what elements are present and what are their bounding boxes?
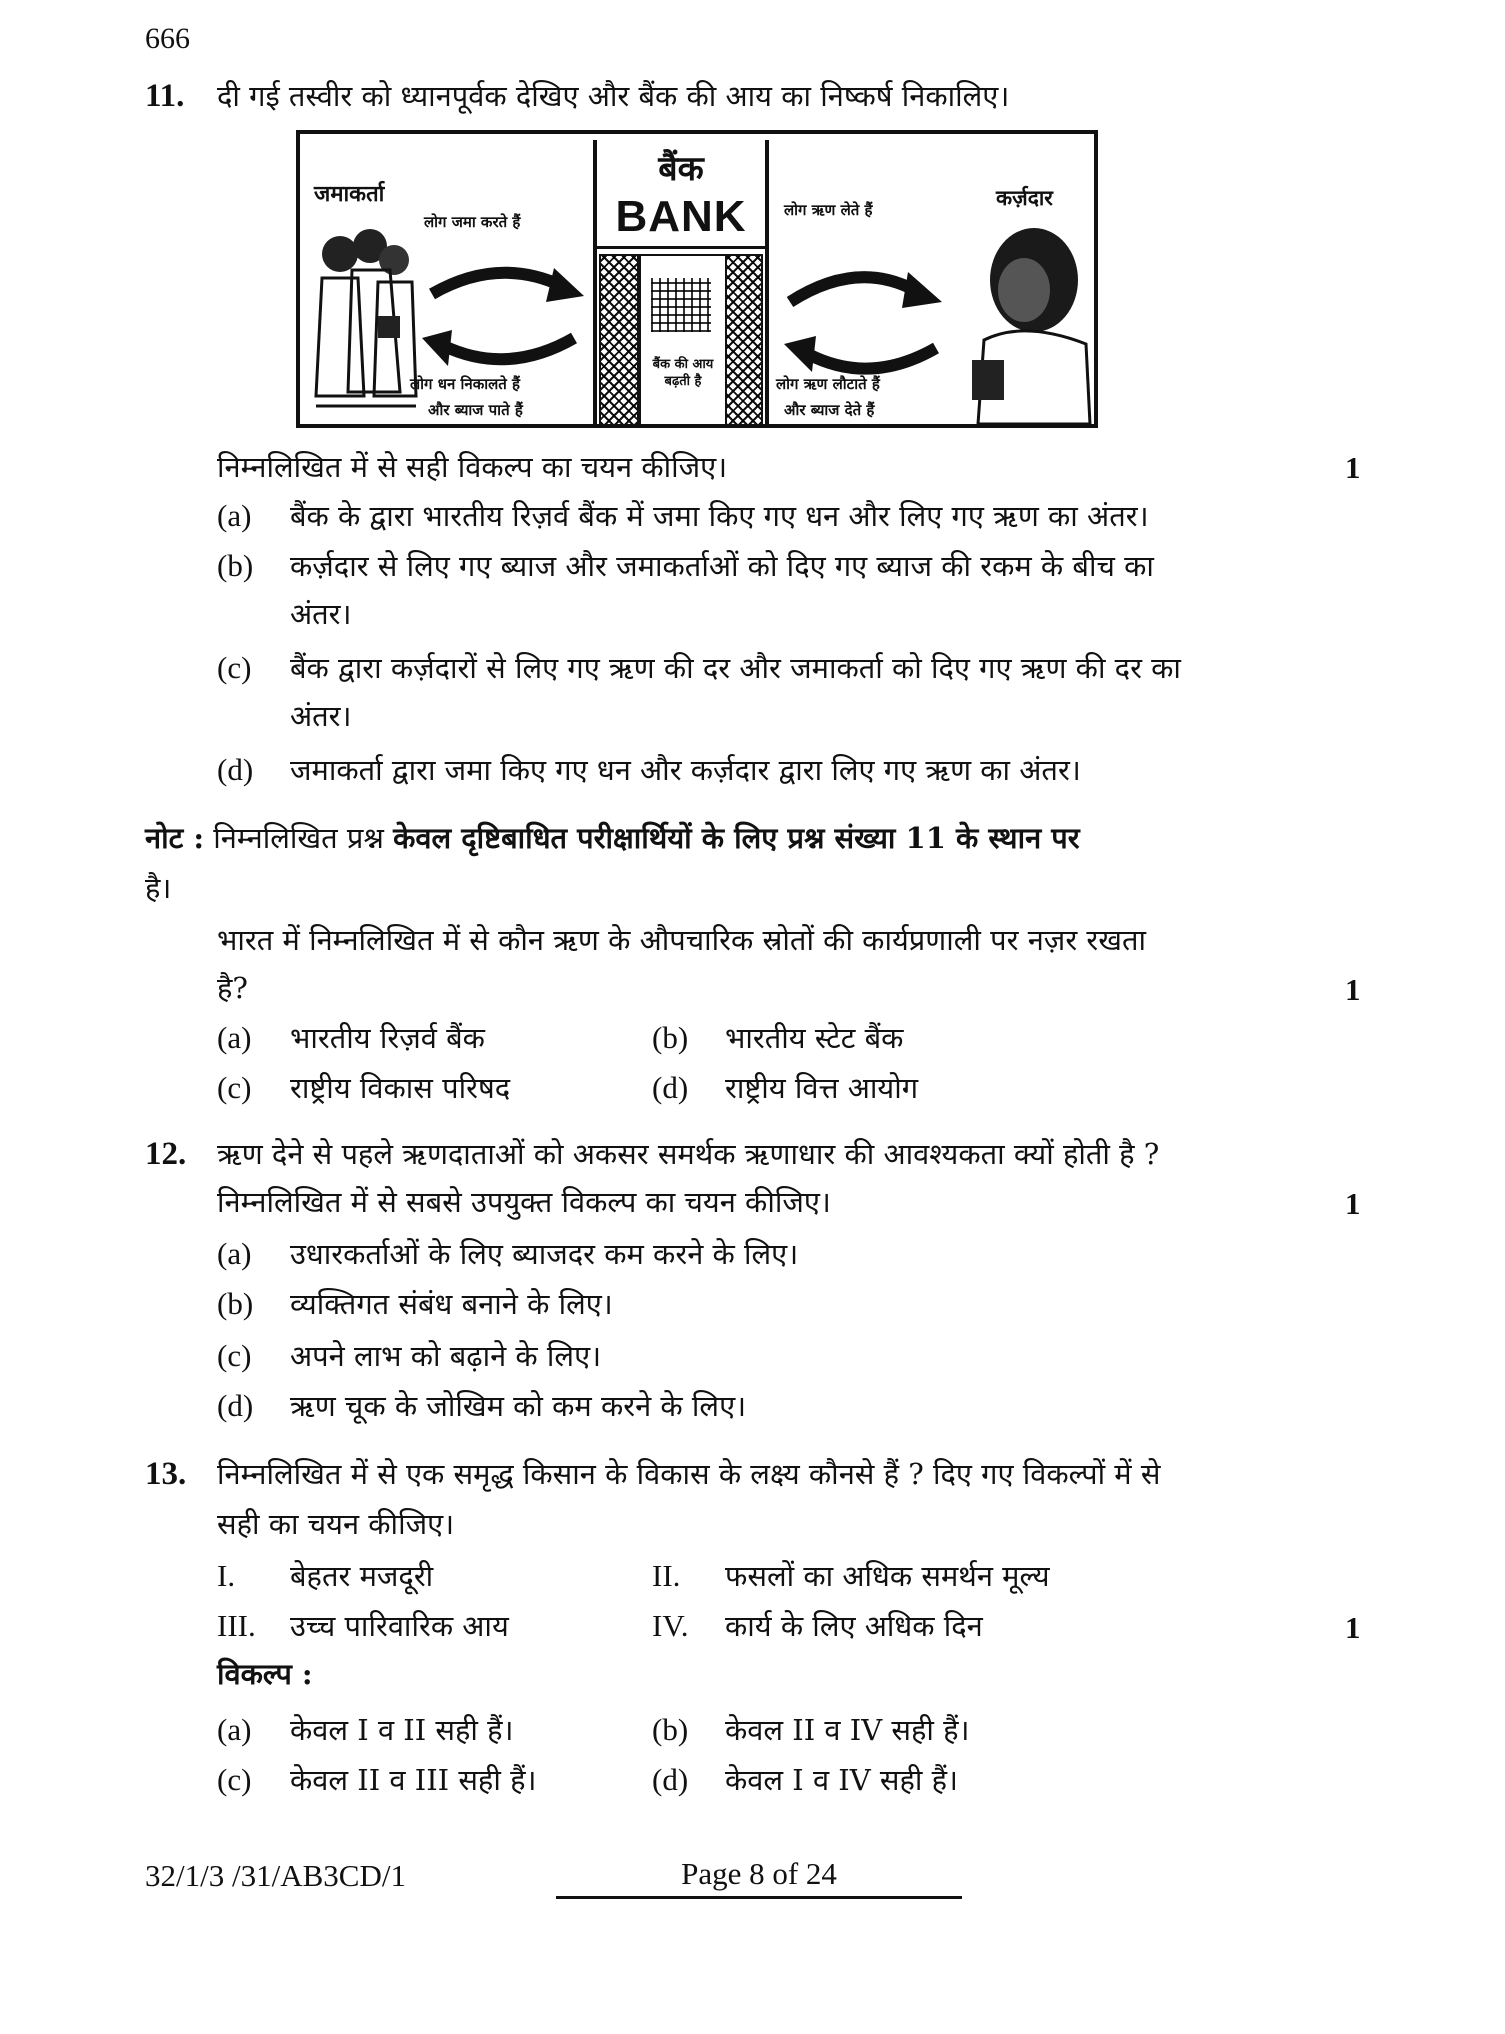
question-12-line-2: निम्नलिखित में से सबसे उपयुक्त विकल्प का चयन कीजिए। [217,1185,831,1219]
statement-4-label: IV. [652,1608,689,1643]
note-prefix: नोट : [145,821,205,855]
note-text: निम्नलिखित प्रश्न [213,821,384,855]
question-11-number: 11. [145,78,185,114]
left-pillar [599,254,639,426]
q11-option-a-text: बैंक के द्वारा भारतीय रिज़र्व बैंक में जमा किए गए धन और लिए गए ऋण का अंतर। [290,499,1149,533]
question-11-marks: 1 [1345,450,1361,485]
q12-option-b-text: व्यक्तिगत संबंध बनाने के लिए। [290,1287,613,1321]
note-bold-text: केवल दृष्टिबाधित परीक्षार्थियों के लिए प्रश्न संख्या 11 के स्थान पर [393,821,1080,855]
note-option-b-text: भारतीय स्टेट बैंक [725,1021,904,1055]
note-question-marks: 1 [1345,972,1361,1007]
statement-2-text: फसलों का अधिक समर्थन मूल्य [725,1559,1050,1593]
q11-option-d-text: जमाकर्ता द्वारा जमा किए गए धन और कर्ज़दार द्वारा लिए गए ऋण का अंतर। [290,753,1081,787]
page-indicator: Page 8 of 24 [556,1856,962,1899]
repay-text-1: लोग ऋण लौटाते हैं [776,375,880,393]
note-option-d-text: राष्ट्रीय वित्त आयोग [725,1071,919,1105]
q11-option-b-label: (b) [217,548,254,583]
loan-repay-arrows-icon [778,238,948,388]
q11-option-c-text-2: अंतर। [290,699,352,733]
q11-option-c-label: (c) [217,650,252,685]
right-pillar [723,254,763,426]
q12-option-d-text: ऋण चूक के जोखिम को कम करने के लिए। [290,1389,747,1423]
question-13-line-2: सही का चयन कीजिए। [217,1507,455,1541]
repay-text-2: और ब्याज देते हैं [784,401,875,419]
note-option-c-label: (c) [217,1070,252,1105]
q13-option-c-text: केवल II व III सही हैं। [290,1763,537,1797]
q11-option-b-text-2: अंतर। [290,597,352,631]
bank-divider [597,246,765,249]
statement-3-text: उच्च पारिवारिक आय [290,1609,509,1643]
q11-option-b-text-1: कर्ज़दार से लिए गए ब्याज और जमाकर्ताओं को दिए गए ब्याज की रकम के बीच का [290,549,1154,583]
q12-option-b-label: (b) [217,1286,254,1321]
depositors-people-icon [308,216,418,422]
bank-vault [639,254,727,426]
question-12-marks: 1 [1345,1186,1361,1221]
q11-option-a-label: (a) [217,498,252,533]
options-heading: विकल्प : [217,1657,313,1691]
bank-english-label: BANK [615,192,747,241]
statement-2-label: II. [652,1558,681,1593]
statement-1-text: बेहतर मजदूरी [290,1559,434,1593]
q13-option-d-label: (d) [652,1762,689,1797]
question-12-number: 12. [145,1136,187,1172]
note-option-d-label: (d) [652,1070,689,1105]
note-option-a-text: भारतीय रिज़र्व बैंक [290,1021,485,1055]
withdraw-text-1: लोग धन निकालते हैं [410,375,521,393]
depositor-label: जमाकर्ता [314,181,385,207]
paper-code: 32/1/3 /31/AB3CD/1 [145,1858,406,1893]
q13-option-a-text: केवल I व II सही हैं। [290,1713,514,1747]
bank-building [593,140,769,424]
borrower-label: कर्ज़दार [996,185,1053,210]
note-line [145,818,1080,857]
note-question-line-1: भारत में निम्नलिखित में से कौन ऋण के औपचारिक स्रोतों की कार्यप्रणाली पर नज़र रखता [217,923,1147,957]
q12-option-a-label: (a) [217,1236,252,1271]
bank-income-text-1: बैंक की आय [652,357,714,372]
bank-hindi-label: बैंक [658,149,704,189]
q13-option-b-text: केवल II व IV सही हैं। [725,1713,970,1747]
statement-1-label: I. [217,1558,236,1593]
page-number: 666 [145,22,190,55]
borrower-person-icon [954,220,1094,426]
question-11-prompt: दी गई तस्वीर को ध्यानपूर्वक देखिए और बैंक की आय का निष्कर्ष निकालिए। [217,79,1010,113]
note-end: है। [145,871,172,905]
q13-option-a-label: (a) [217,1712,252,1747]
note-option-c-text: राष्ट्रीय विकास परिषद [290,1071,511,1105]
q12-option-a-text: उधारकर्ताओं के लिए ब्याजदर कम करने के लिए। [290,1237,799,1271]
bank-illustration [296,130,1098,428]
deposit-withdraw-arrows-icon [418,234,588,394]
question-13-marks: 1 [1345,1610,1361,1645]
q12-option-c-text: अपने लाभ को बढ़ाने के लिए। [290,1339,602,1373]
q12-option-d-label: (d) [217,1388,254,1423]
note-option-a-label: (a) [217,1020,252,1055]
question-13-number: 13. [145,1456,187,1492]
bank-income-text-2: बढ़ती है [664,374,702,389]
q11-option-c-text-1: बैंक द्वारा कर्ज़दारों से लिए गए ऋण की दर और जमाकर्ता को दिए गए ऋण की दर का [290,651,1181,685]
note-question-line-2: है? [217,971,248,1005]
deposit-text: लोग जमा करते हैं [424,213,521,231]
q13-option-c-label: (c) [217,1762,252,1797]
withdraw-text-2: और ब्याज पाते हैं [428,401,523,419]
vault-grille [651,278,711,332]
statement-4-text: कार्य के लिए अधिक दिन [725,1609,983,1643]
loan-text: लोग ऋण लेते हैं [784,201,873,219]
question-12-line-1: ऋण देने से पहले ऋणदाताओं को अकसर समर्थक ऋणाधार की आवश्यकता क्यों होती है ? [217,1137,1160,1171]
statement-3-label: III. [217,1608,256,1643]
q11-option-d-label: (d) [217,752,254,787]
note-option-b-label: (b) [652,1020,689,1055]
q13-option-b-label: (b) [652,1712,689,1747]
question-11-instruction: निम्नलिखित में से सही विकल्प का चयन कीजिए। [217,450,728,484]
question-13-line-1: निम्नलिखित में से एक समृद्ध किसान के विकास के लक्ष्य कौनसे हैं ? दिए गए विकल्पों में से [217,1457,1161,1491]
q13-option-d-text: केवल I व IV सही हैं। [725,1763,959,1797]
q12-option-c-label: (c) [217,1338,252,1373]
